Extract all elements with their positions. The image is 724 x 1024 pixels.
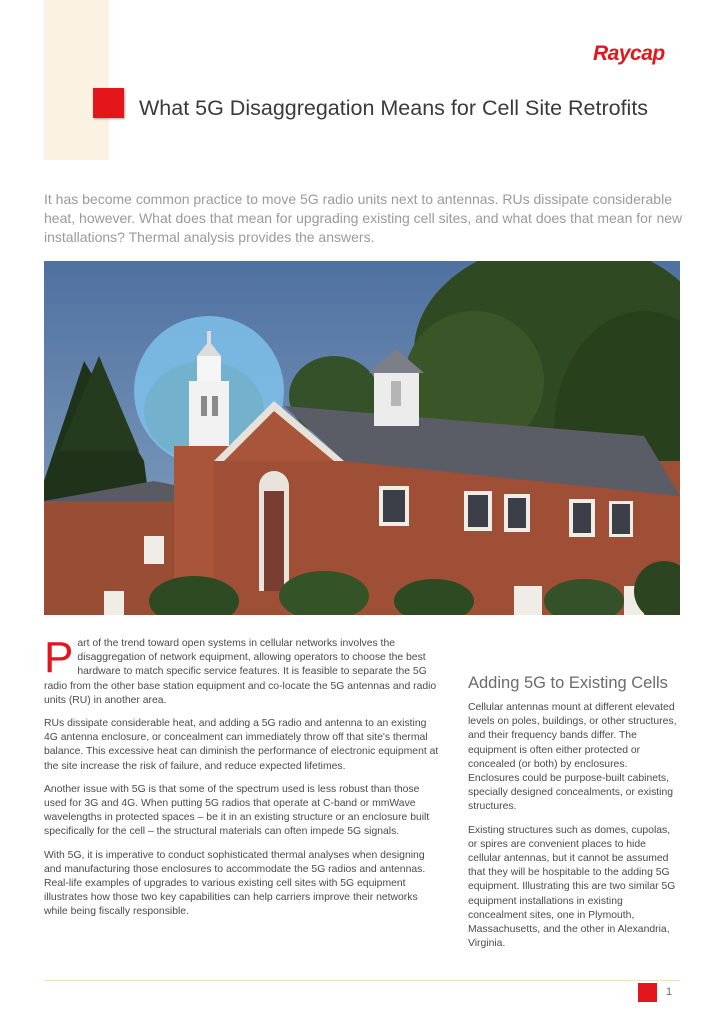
footer-marker-square bbox=[638, 983, 657, 1002]
page-title: What 5G Disaggregation Means for Cell Site Retrofits bbox=[139, 96, 649, 120]
section-heading: Adding 5G to Existing Cells bbox=[468, 674, 668, 692]
body-paragraph-3: Another issue with 5G is that some of the spectrum used is less robust than those used for 3G and 4G. When putting 5G radios that operate at C-band or mmWave wavelengths in protected spaces – be it in an existing structure or an enclosure built specifically for the cell – the structural materials can often impede 5G signals. bbox=[44, 783, 430, 838]
body-right-column bbox=[468, 673, 680, 960]
footer-divider bbox=[44, 980, 680, 981]
section-paragraph-2: Existing structures such as domes, cupolas, or spires are convenient places to hide cellular antennas, but it cannot be assumed that they will be hospitable to the adding 5G equipment. Illustrating this are two similar 5G equipment installations in existing concealment sites, one in Plymouth, Massachusetts, and the other in Alexandria, Virginia. bbox=[468, 824, 676, 950]
page-number: 1 bbox=[666, 986, 673, 998]
body-left-column bbox=[44, 633, 441, 929]
section-paragraph-1: Cellular antennas mount at different elevated levels on poles, buildings, or other structures, and their frequency bands differ. The equipment is often either protected or concealed (or both) by enclosures. Enclosures could be purpose-built cabinets, specially designed concealments, or existing structures. bbox=[468, 702, 677, 813]
body-paragraph-1 bbox=[44, 633, 441, 708]
body-paragraph-2: RUs dissipate considerable heat, and adding a 5G radio and antenna to an existing 4G antenna enclosure, or concealment can immediately throw off that site's thermal balance. This excessive heat can diminish the performance of electronic equipment at the site increase the risk of failure, and reduce expected lifetimes. bbox=[44, 718, 439, 772]
raycap-logo: Raycap bbox=[593, 42, 665, 65]
dropcap-letter: P bbox=[44, 633, 74, 682]
intro-paragraph: It has become common practice to move 5G radio units next to antennas. RUs dissipate considerable heat, however. What does that mean for upgrading existing cell sites, and what does that mean for new installations? Thermal analysis provides the answers. bbox=[44, 191, 683, 245]
body-paragraph-1-text: art of the trend toward open systems in cellular networks involves the disaggregation of network equipment, allowing operators to choose the best hardware to match specific service features. It is feasible to separate the 5G radio from the other base station equipment and co-locate the 5G antennas and radio units (RU) in another area. bbox=[44, 638, 437, 706]
church-photo bbox=[44, 261, 680, 615]
title-marker-square bbox=[93, 88, 124, 118]
body-paragraph-4: With 5G, it is imperative to conduct sophisticated thermal analyses when designing and manufacturing those enclosures to accommodate the 5G radios and antennas. Real-life examples of upgrades to various existing cell sites with 5G equipment illustrates how those two key capabilities can help carriers improve their networks while being fiscally responsible. bbox=[44, 849, 426, 918]
header-accent-strip bbox=[44, 0, 109, 160]
